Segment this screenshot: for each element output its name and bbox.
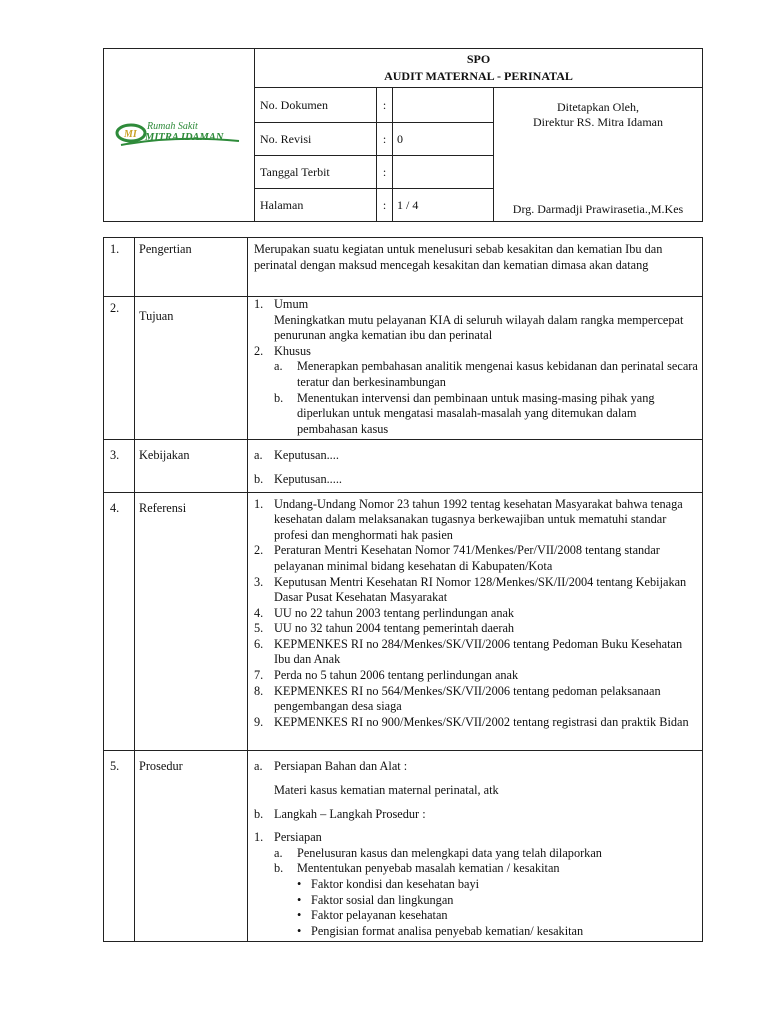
row-colon: : bbox=[377, 123, 393, 156]
pengertian-text: Merupakan suatu kegiatan untuk menelusuri sebab kesakitan dan kematian Ibu dan perinatal dengan maksud mencegah kesakitan dan kematian dimasa akan datang bbox=[254, 242, 663, 272]
section-kebijakan bbox=[104, 440, 703, 492]
reference-item: 7. Perda no 5 tahun 2006 tentang perlindungan anak bbox=[254, 668, 519, 683]
list-item-text: Materi kasus kematian maternal perinatal, atk bbox=[274, 783, 499, 798]
row-colon: : bbox=[377, 88, 393, 123]
bullet-item: • Faktor sosial dan lingkungan bbox=[297, 892, 454, 907]
authorization-cell bbox=[494, 88, 703, 222]
reference-item: 8. KEPMENKES RI no 564/Menkes/SK/VII/2006 tentang pedoman pelaksanaan pengembangan desa siaga bbox=[254, 683, 661, 714]
bullet-item: • Faktor kondisi dan kesehatan bayi bbox=[297, 877, 480, 891]
row-label-no-revisi: No. Revisi bbox=[255, 123, 377, 156]
row-colon: : bbox=[377, 189, 393, 222]
row-label-no-dokumen: No. Dokumen bbox=[255, 88, 377, 123]
list-item: a. Keputusan.... bbox=[254, 448, 339, 463]
set-by-line2: Direktur RS. Mitra Idaman bbox=[533, 115, 663, 129]
list-item: 2. Khusus bbox=[254, 343, 311, 358]
reference-item: 6. KEPMENKES RI no 284/Menkes/SK/VII/2006 tentang Pedoman Buku Kesehatan Ibu dan Anak bbox=[254, 636, 683, 667]
set-by-line1: Ditetapkan Oleh, bbox=[557, 100, 639, 114]
spo-label: SPO bbox=[466, 52, 491, 66]
section-referensi bbox=[104, 492, 703, 751]
section-label: Tujuan bbox=[135, 297, 248, 440]
section-label: Kebijakan bbox=[135, 440, 248, 492]
hospital-logo bbox=[115, 113, 243, 153]
row-label-tanggal-terbit: Tanggal Terbit bbox=[255, 156, 377, 189]
section-content bbox=[248, 751, 703, 942]
reference-item: 4. UU no 22 tahun 2003 tentang perlindungan anak bbox=[254, 605, 515, 620]
bullet-item: • Pengisian format analisa penyebab kematian/ kesakitan bbox=[297, 923, 584, 938]
reference-item: 2. Peraturan Mentri Kesehatan Nomor 741/Menkes/Per/VII/2008 tentang standar pelayanan minimal bidang kesehatan di Kabupaten/Kota bbox=[254, 543, 660, 573]
list-item: b. Keputusan..... bbox=[254, 471, 342, 486]
list-item: b. Langkah – Langkah Prosedur : bbox=[254, 806, 426, 821]
list-subitem: a. Menerapkan pembahasan analitik mengenai kasus kebidanan dan perinatal secara teratur dan berkesinambungan bbox=[274, 359, 698, 389]
section-number: 2. bbox=[104, 297, 135, 440]
section-label: Prosedur bbox=[135, 751, 248, 942]
list-item: 1. Umum bbox=[254, 297, 309, 311]
title-text: AUDIT MATERNAL - PERINATAL bbox=[384, 69, 573, 83]
section-tujuan bbox=[104, 297, 703, 440]
list-subitem: b. Mententukan penyebab masalah kematian / kesakitan bbox=[274, 861, 560, 876]
reference-item: 3. Keputusan Mentri Kesehatan RI Nomor 128/Menkes/SK/II/2004 tentang Kebijakan Dasar Pusat Kesehatan Masyarakat bbox=[254, 574, 687, 605]
section-pengertian bbox=[104, 238, 703, 297]
list-item: 1. Persiapan bbox=[254, 830, 322, 845]
section-number: 5. bbox=[104, 751, 135, 942]
row-value-no-dokumen bbox=[393, 88, 494, 123]
row-value-tanggal-terbit bbox=[393, 156, 494, 189]
section-number: 4. bbox=[104, 492, 135, 751]
reference-item: 5. UU no 32 tahun 2004 tentang pemerintah daerah bbox=[254, 621, 515, 636]
row-colon: : bbox=[377, 156, 393, 189]
document-title bbox=[255, 49, 703, 88]
section-content bbox=[248, 492, 703, 751]
row-value-halaman: 1 / 4 bbox=[393, 189, 494, 222]
row-label-halaman: Halaman bbox=[255, 189, 377, 222]
list-item-text: Meningkatkan mutu pelayanan KIA di seluruh wilayah dalam rangka mempercepat penurunan angka kematian ibu dan perinatal bbox=[274, 312, 684, 343]
bullet-item: • Faktor pelayanan kesehatan bbox=[297, 908, 448, 923]
section-number: 3. bbox=[104, 440, 135, 492]
list-item: a. Persiapan Bahan dan Alat : bbox=[254, 759, 408, 774]
section-content bbox=[248, 238, 703, 297]
logo-text-bottom: MITRA IDAMAN bbox=[145, 132, 224, 143]
section-label: Pengertian bbox=[135, 238, 248, 297]
section-number: 1. bbox=[104, 238, 135, 297]
reference-item: 9. KEPMENKES RI no 900/Menkes/SK/VII/2002 tentang registrasi dan praktik Bidan bbox=[254, 714, 689, 729]
svg-text:MI: MI bbox=[124, 129, 137, 140]
row-value-no-revisi: 0 bbox=[393, 123, 494, 156]
list-subitem: b. Menentukan intervensi dan pembinaan untuk masing-masing pihak yang diperlukan untuk mengatasi masalah-masalah yang ditemukan dalam pembahasan kasus bbox=[274, 390, 655, 436]
section-content bbox=[248, 297, 703, 440]
section-prosedur bbox=[104, 751, 703, 942]
list-subitem: a. Penelusuran kasus dan melengkapi data yang telah dilaporkan bbox=[274, 845, 602, 860]
signatory-name: Drg. Darmadji Prawirasetia.,M.Kes bbox=[512, 202, 684, 216]
procedure-table bbox=[103, 237, 703, 942]
document-header bbox=[103, 48, 703, 222]
section-content bbox=[248, 440, 703, 492]
reference-item: 1. Undang-Undang Nomor 23 tahun 1992 tentag kesehatan Masyarakat bahwa tenaga kesehatan dalam melaksanakan tugasnya berkewajiban untuk mematuhi standar profesi dan menghormati hak pasien bbox=[254, 496, 683, 542]
section-label: Referensi bbox=[135, 492, 248, 751]
logo-text-top: Rumah Sakit bbox=[147, 121, 198, 132]
logo-cell bbox=[104, 49, 255, 222]
